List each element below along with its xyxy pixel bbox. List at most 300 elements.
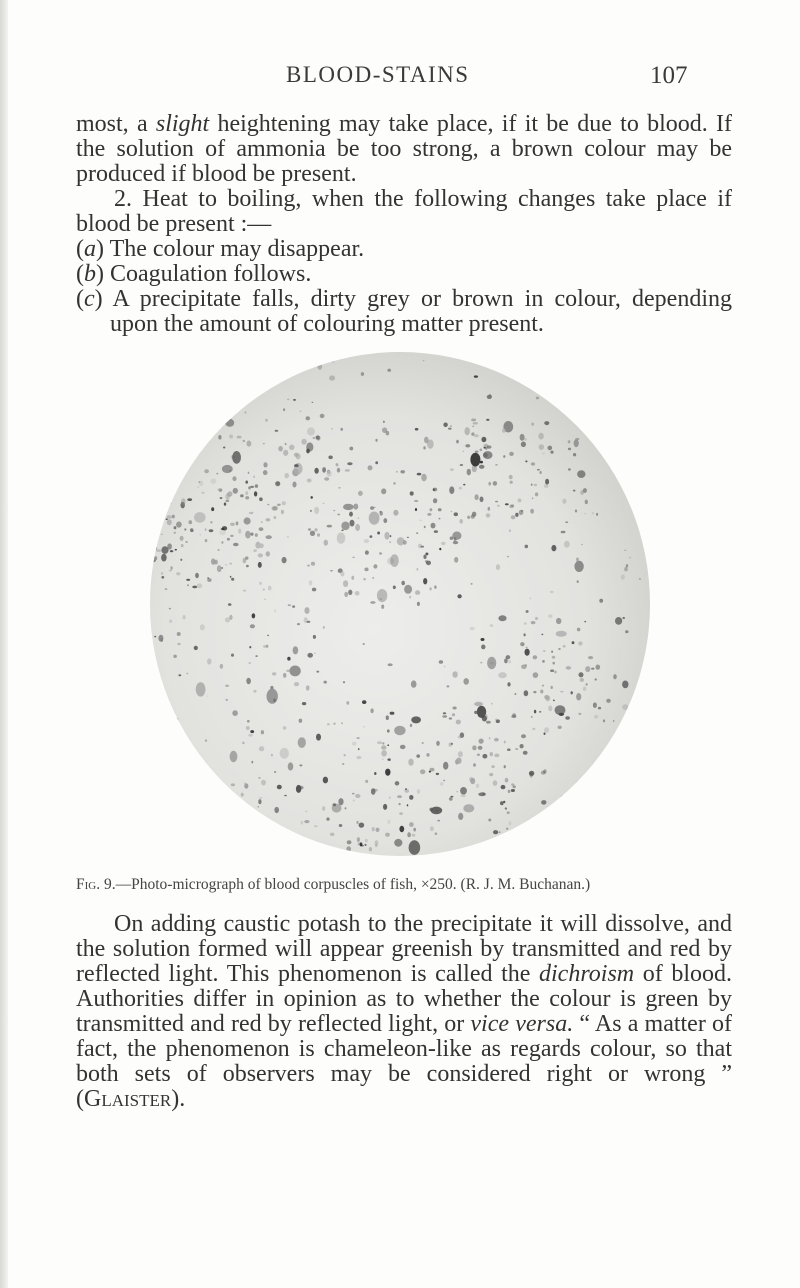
- corpuscle-speck: [226, 699, 228, 701]
- corpuscle-speck: [359, 823, 365, 828]
- corpuscle-speck: [343, 681, 345, 683]
- corpuscle-speck: [166, 519, 168, 520]
- corpuscle-speck: [307, 653, 313, 658]
- corpuscle-speck: [440, 782, 444, 786]
- text-run: ).: [171, 1086, 186, 1112]
- corpuscle-speck: [502, 428, 505, 432]
- corpuscle-speck: [553, 662, 555, 665]
- corpuscle-speck: [639, 474, 642, 478]
- corpuscle-speck: [341, 530, 343, 531]
- corpuscle-speck: [530, 846, 532, 849]
- corpuscle-speck: [439, 548, 441, 551]
- corpuscle-speck: [542, 685, 544, 687]
- corpuscle-speck: [358, 748, 360, 750]
- corpuscle-speck: [330, 833, 335, 836]
- corpuscle-speck: [558, 648, 560, 649]
- corpuscle-speck: [479, 465, 485, 469]
- corpuscle-speck: [287, 657, 290, 661]
- corpuscle-speck: [181, 544, 184, 547]
- corpuscle-speck: [475, 451, 479, 453]
- corpuscle-speck: [307, 565, 310, 567]
- corpuscle-speck: [479, 739, 484, 744]
- corpuscle-speck: [508, 821, 511, 825]
- corpuscle-speck: [469, 627, 474, 630]
- corpuscle-speck: [357, 837, 360, 842]
- corpuscle-speck: [195, 573, 199, 578]
- corpuscle-speck: [562, 499, 566, 504]
- corpuscle-speck: [420, 769, 425, 774]
- corpuscle-speck: [364, 539, 369, 543]
- corpuscle-speck: [394, 839, 402, 847]
- corpuscle-speck: [442, 715, 447, 717]
- corpuscle-speck: [147, 656, 151, 661]
- corpuscle-speck: [263, 645, 266, 648]
- corpuscle-speck: [247, 441, 252, 447]
- figure-caption: [76, 876, 736, 894]
- corpuscle-speck: [302, 702, 306, 705]
- corpuscle-speck: [524, 622, 527, 624]
- corpuscle-speck: [582, 789, 586, 791]
- corpuscle-speck: [306, 416, 311, 420]
- corpuscle-speck: [307, 427, 315, 435]
- corpuscle-speck: [493, 481, 497, 486]
- corpuscle-speck: [405, 789, 410, 792]
- corpuscle-speck: [374, 772, 376, 775]
- corpuscle-speck: [451, 511, 453, 512]
- corpuscle-speck: [622, 617, 625, 619]
- corpuscle-speck: [525, 354, 530, 361]
- corpuscle-speck: [505, 807, 507, 809]
- corpuscle-speck: [381, 745, 386, 749]
- corpuscle-speck: [299, 786, 304, 790]
- corpuscle-speck: [596, 513, 598, 516]
- corpuscle-speck: [369, 847, 372, 851]
- corpuscle-speck: [534, 710, 536, 714]
- corpuscle-speck: [548, 706, 552, 712]
- corpuscle-speck: [393, 482, 396, 485]
- corpuscle-speck: [544, 732, 546, 735]
- corpuscle-speck: [153, 750, 155, 753]
- corpuscle-speck: [393, 510, 398, 516]
- corpuscle-speck: [207, 577, 209, 578]
- corpuscle-speck: [434, 530, 438, 533]
- corpuscle-speck: [268, 832, 273, 835]
- corpuscle-speck: [323, 846, 326, 850]
- corpuscle-speck: [540, 690, 543, 694]
- corpuscle-speck: [443, 762, 448, 770]
- corpuscle-speck: [641, 764, 646, 768]
- text-run: most, a: [76, 111, 156, 137]
- corpuscle-speck: [306, 846, 311, 854]
- corpuscle-speck: [344, 754, 346, 756]
- corpuscle-speck: [583, 687, 586, 691]
- corpuscle-speck: [381, 605, 384, 609]
- corpuscle-speck: [232, 710, 238, 716]
- corpuscle-speck: [457, 594, 461, 598]
- corpuscle-speck: [207, 658, 211, 664]
- corpuscle-speck: [329, 375, 335, 380]
- corpuscle-speck: [400, 470, 405, 473]
- corpuscle-speck: [154, 636, 156, 638]
- corpuscle-speck: [603, 760, 609, 765]
- corpuscle-speck: [219, 530, 226, 535]
- corpuscle-speck: [597, 359, 599, 361]
- corpuscle-speck: [541, 634, 543, 636]
- corpuscle-speck: [161, 534, 163, 535]
- corpuscle-speck: [176, 718, 178, 720]
- running-head: BLOOD-STAINS: [286, 62, 470, 87]
- corpuscle-speck: [243, 590, 246, 592]
- corpuscle-speck: [379, 511, 381, 513]
- corpuscle-speck: [170, 566, 172, 569]
- corpuscle-speck: [499, 831, 501, 833]
- corpuscle-speck: [532, 728, 535, 730]
- corpuscle-speck: [240, 494, 244, 497]
- corpuscle-speck: [230, 535, 233, 537]
- corpuscle-speck: [280, 748, 289, 759]
- corpuscle-speck: [149, 480, 154, 485]
- corpuscle-speck: [193, 842, 199, 848]
- corpuscle-speck: [206, 696, 208, 697]
- corpuscle-speck: [471, 419, 476, 422]
- corpuscle-speck: [591, 668, 594, 670]
- corpuscle-speck: [514, 693, 516, 695]
- corpuscle-speck: [246, 726, 250, 730]
- corpuscle-speck: [196, 682, 206, 696]
- corpuscle-speck: [360, 842, 363, 846]
- corpuscle-speck: [370, 601, 375, 604]
- corpuscle-speck: [592, 512, 594, 514]
- corpuscle-speck: [449, 743, 453, 747]
- corpuscle-speck: [411, 716, 421, 723]
- corpuscle-speck: [424, 526, 426, 529]
- corpuscle-speck: [510, 481, 513, 484]
- micrograph-figure: [120, 348, 680, 860]
- corpuscle-speck: [178, 674, 181, 676]
- corpuscle-speck: [474, 434, 479, 437]
- corpuscle-speck: [225, 419, 234, 427]
- corpuscle-speck: [277, 504, 281, 506]
- corpuscle-speck: [634, 790, 638, 795]
- corpuscle-speck: [511, 515, 516, 519]
- corpuscle-speck: [205, 528, 207, 531]
- corpuscle-speck: [261, 780, 266, 786]
- corpuscle-speck: [197, 486, 199, 487]
- corpuscle-speck: [323, 777, 328, 784]
- corpuscle-speck: [299, 719, 303, 723]
- corpuscle-speck: [259, 746, 264, 751]
- corpuscle-speck: [167, 519, 172, 525]
- corpuscle-speck: [250, 730, 254, 733]
- corpuscle-speck: [495, 464, 498, 465]
- corpuscle-speck: [603, 719, 605, 722]
- corpuscle-speck: [622, 681, 628, 689]
- corpuscle-speck: [146, 549, 151, 556]
- corpuscle-speck: [198, 481, 200, 483]
- corpuscle-speck: [421, 474, 427, 482]
- text-run: heightening may take place, if it be due to blood. If the solution of ammonia be too strong, a brown colour may be produced if blood be present.: [76, 111, 733, 187]
- paragraph-heat: 2. Heat to boiling, when the following changes take place if blood be present :—: [76, 186, 732, 237]
- corpuscle-speck: [530, 509, 534, 514]
- corpuscle-speck: [161, 576, 164, 579]
- corpuscle-speck: [480, 662, 482, 664]
- corpuscle-speck: [438, 508, 442, 511]
- corpuscle-speck: [383, 421, 385, 424]
- corpuscle-speck: [281, 510, 284, 514]
- corpuscle-speck: [292, 482, 296, 488]
- corpuscle-speck: [235, 810, 239, 814]
- corpuscle-speck: [525, 460, 527, 462]
- corpuscle-speck: [439, 660, 443, 664]
- corpuscle-speck: [646, 792, 650, 798]
- corpuscle-speck: [176, 572, 180, 575]
- corpuscle-speck: [219, 489, 222, 492]
- corpuscle-speck: [541, 800, 546, 805]
- corpuscle-speck: [358, 517, 360, 519]
- corpuscle-speck: [383, 518, 387, 523]
- corpuscle-speck: [560, 691, 563, 693]
- caption-text: —Photo-micrograph of blood corpuscles of fish, ×250. (R. J. M. Buchanan.): [115, 876, 591, 893]
- corpuscle-speck: [521, 442, 526, 448]
- text-run: of blood. Authorities differ in opinion as to whether the colour is green by transmitted and red by reflected light, or: [76, 961, 732, 1037]
- corpuscle-speck: [518, 499, 522, 503]
- corpuscle-speck: [377, 532, 380, 535]
- corpuscle-speck: [494, 738, 499, 742]
- corpuscle-speck: [576, 558, 579, 562]
- corpuscle-speck: [160, 700, 164, 704]
- corpuscle-speck: [282, 501, 286, 505]
- corpuscle-speck: [535, 492, 538, 496]
- corpuscle-speck: [570, 373, 574, 376]
- corpuscle-speck: [544, 421, 549, 425]
- corpuscle-speck: [177, 405, 179, 407]
- page-edge: [0, 0, 8, 1288]
- list-marker: a: [84, 236, 96, 262]
- corpuscle-speck: [556, 618, 561, 624]
- corpuscle-speck: [624, 550, 626, 551]
- corpuscle-speck: [289, 666, 300, 677]
- corpuscle-speck: [274, 807, 279, 813]
- corpuscle-speck: [306, 449, 310, 454]
- corpuscle-speck: [509, 530, 511, 532]
- corpuscle-speck: [369, 512, 380, 525]
- corpuscle-speck: [229, 406, 231, 407]
- corpuscle-speck: [500, 801, 504, 805]
- corpuscle-speck: [261, 730, 264, 734]
- corpuscle-speck: [328, 456, 332, 460]
- corpuscle-speck: [183, 769, 191, 780]
- corpuscle-speck: [486, 419, 489, 421]
- corpuscle-speck: [577, 580, 579, 583]
- corpuscle-speck: [223, 794, 225, 795]
- corpuscle-speck: [506, 828, 508, 830]
- corpuscle-speck: [515, 513, 518, 517]
- corpuscle-speck: [463, 678, 469, 685]
- corpuscle-speck: [200, 825, 202, 828]
- corpuscle-speck: [156, 549, 161, 552]
- corpuscle-speck: [511, 715, 516, 718]
- corpuscle-speck: [311, 562, 315, 566]
- corpuscle-speck: [453, 707, 457, 710]
- corpuscle-speck: [314, 507, 319, 514]
- corpuscle-speck: [553, 700, 555, 702]
- corpuscle-speck: [450, 468, 454, 471]
- corpuscle-speck: [539, 444, 544, 450]
- corpuscle-speck: [639, 578, 641, 579]
- corpuscle-speck: [248, 734, 253, 737]
- corpuscle-speck: [197, 583, 203, 588]
- corpuscle-speck: [519, 510, 524, 515]
- corpuscle-speck: [436, 773, 439, 775]
- corpuscle-speck: [399, 803, 401, 805]
- corpuscle-speck: [505, 778, 509, 783]
- corpuscle-speck: [155, 669, 158, 671]
- corpuscle-speck: [384, 532, 389, 540]
- corpuscle-speck: [253, 549, 257, 552]
- corpuscle-speck: [613, 674, 617, 679]
- corpuscle-speck: [286, 670, 290, 672]
- corpuscle-speck: [336, 463, 339, 466]
- corpuscle-speck: [584, 621, 586, 623]
- corpuscle-speck: [275, 430, 279, 432]
- corpuscle-speck: [459, 487, 462, 490]
- emphasis-vice-versa: vice versa.: [470, 1011, 574, 1037]
- corpuscle-speck: [274, 771, 276, 773]
- corpuscle-speck: [529, 771, 534, 776]
- corpuscle-speck: [306, 685, 310, 690]
- corpuscle-speck: [525, 545, 529, 549]
- corpuscle-speck: [449, 486, 454, 494]
- corpuscle-speck: [229, 563, 232, 565]
- corpuscle-speck: [294, 682, 299, 686]
- corpuscle-speck: [566, 360, 569, 363]
- corpuscle-speck: [341, 428, 343, 431]
- corpuscle-speck: [248, 472, 250, 474]
- corpuscle-speck: [246, 565, 249, 568]
- corpuscle-speck: [465, 444, 470, 447]
- corpuscle-speck: [415, 428, 419, 431]
- corpuscle-speck: [194, 646, 198, 650]
- corpuscle-speck: [346, 701, 349, 705]
- corpuscle-speck: [430, 587, 432, 589]
- corpuscle-speck: [456, 440, 459, 444]
- corpuscle-speck: [277, 785, 282, 790]
- corpuscle-speck: [564, 541, 570, 548]
- corpuscle-speck: [209, 529, 214, 532]
- corpuscle-speck: [488, 482, 491, 486]
- corpuscle-speck: [542, 660, 545, 663]
- corpuscle-speck: [305, 811, 308, 813]
- corpuscle-speck: [264, 599, 266, 600]
- corpuscle-speck: [267, 635, 269, 636]
- corpuscle-speck: [215, 395, 217, 397]
- corpuscle-speck: [284, 473, 289, 478]
- corpuscle-speck: [593, 702, 597, 708]
- corpuscle-speck: [504, 765, 506, 768]
- corpuscle-speck: [266, 551, 270, 556]
- corpuscle-speck: [244, 517, 251, 524]
- text-run: On adding caustic potash to the precipitate it will dissolve, and the solution formed will appear greenish by transmitted and red by reflected light. This phenomenon is called the: [76, 911, 732, 987]
- corpuscle-speck: [576, 693, 581, 700]
- corpuscle-speck: [350, 520, 355, 527]
- corpuscle-speck: [576, 840, 581, 843]
- corpuscle-speck: [430, 826, 434, 831]
- corpuscle-speck: [497, 505, 500, 507]
- corpuscle-speck: [347, 462, 352, 465]
- corpuscle-speck: [375, 844, 377, 848]
- corpuscle-speck: [465, 427, 470, 435]
- corpuscle-speck: [488, 507, 491, 511]
- corpuscle-speck: [538, 433, 543, 440]
- corpuscle-speck: [508, 660, 511, 664]
- corpuscle-speck: [293, 646, 299, 654]
- corpuscle-speck: [156, 798, 159, 801]
- corpuscle-speck: [382, 742, 384, 744]
- corpuscle-speck: [394, 726, 405, 735]
- corpuscle-speck: [454, 557, 458, 563]
- corpuscle-speck: [409, 795, 413, 800]
- corpuscle-speck: [161, 554, 167, 562]
- corpuscle-speck: [308, 528, 311, 531]
- corpuscle-speck: [420, 520, 422, 521]
- corpuscle-speck: [561, 531, 566, 534]
- corpuscle-speck: [422, 742, 424, 744]
- corpuscle-speck: [231, 783, 235, 786]
- corpuscle-speck: [373, 564, 377, 568]
- corpuscle-speck: [443, 780, 445, 782]
- corpuscle-speck: [550, 669, 554, 672]
- list-marker: c: [84, 286, 95, 312]
- corpuscle-speck: [314, 653, 316, 654]
- corpuscle-speck: [506, 655, 511, 659]
- corpuscle-speck: [339, 824, 343, 827]
- corpuscle-speck: [443, 712, 446, 714]
- corpuscle-speck: [154, 546, 157, 550]
- corpuscle-speck: [355, 524, 360, 531]
- corpuscle-speck: [332, 359, 335, 363]
- corpuscle-speck: [227, 491, 232, 496]
- corpuscle-speck: [539, 711, 541, 712]
- corpuscle-speck: [221, 541, 223, 543]
- corpuscle-speck: [577, 470, 585, 478]
- corpuscle-speck: [249, 512, 253, 514]
- corpuscle-speck: [593, 829, 601, 838]
- corpuscle-speck: [333, 510, 335, 511]
- corpuscle-speck: [505, 503, 509, 505]
- corpuscle-speck: [556, 631, 567, 637]
- corpuscle-speck: [297, 623, 300, 625]
- corpuscle-speck: [596, 665, 601, 670]
- corpuscle-speck: [301, 821, 304, 825]
- corpuscle-speck: [487, 445, 492, 448]
- corpuscle-speck: [187, 585, 189, 586]
- corpuscle-speck: [426, 753, 429, 757]
- corpuscle-speck: [353, 799, 355, 801]
- corpuscle-speck: [382, 758, 384, 760]
- corpuscle-speck: [363, 578, 366, 580]
- corpuscle-speck: [521, 734, 526, 738]
- corpuscle-speck: [245, 481, 248, 484]
- corpuscle-speck: [429, 808, 433, 812]
- corpuscle-speck: [253, 475, 255, 478]
- corpuscle-speck: [281, 848, 284, 851]
- corpuscle-speck: [537, 469, 540, 471]
- corpuscle-speck: [596, 802, 603, 806]
- corpuscle-speck: [493, 780, 498, 786]
- corpuscle-speck: [340, 571, 344, 576]
- corpuscle-speck: [161, 546, 168, 554]
- corpuscle-speck: [312, 588, 316, 592]
